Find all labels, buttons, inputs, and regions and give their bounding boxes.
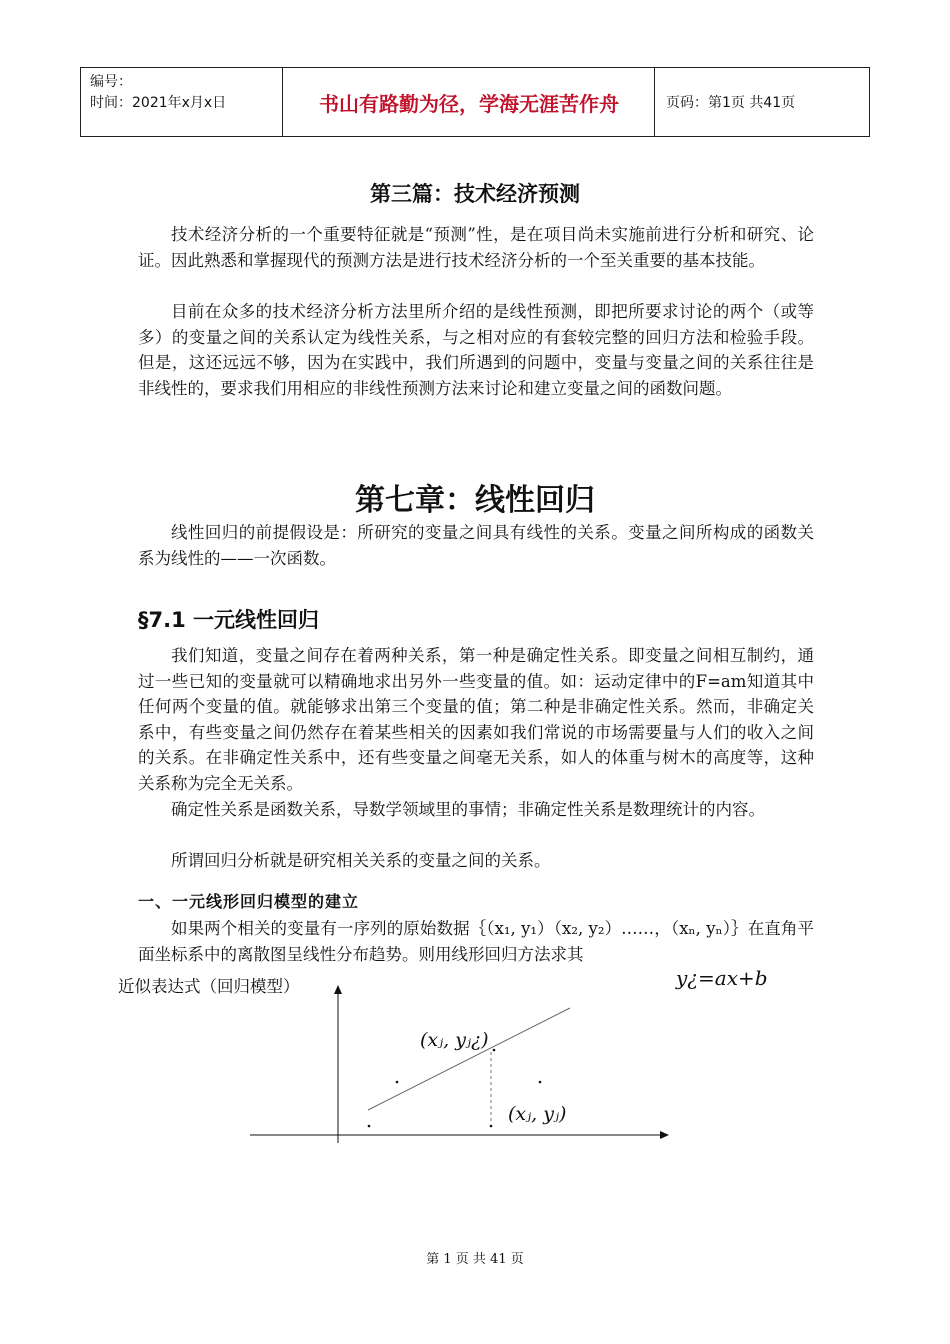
chapter-paragraph: 线性回归的前提假设是：所研究的变量之间具有线性的关系。变量之间所构成的函数关系为线性的——一次函数。	[138, 523, 814, 568]
subsection-paragraph-cont: 近似表达式（回归模型）	[118, 977, 300, 996]
data-point	[396, 1081, 399, 1084]
data-point	[490, 1125, 493, 1128]
section-paragraph-1: 我们知道，变量之间存在着两种关系，第一种是确定性关系。即变量之间相互制约，通过一些已知的变量就可以精确地求出另外一些变量的值。如：运动定律中的F=am知道其中任何两个变量的值。就能够求出第三个变量的值；第二种是非确定性关系。然而，非确定关系中，有些变量之间仍然存在着某些相关的因素如我们常说的市场需要量与人们的收入之间的关系。在非确定性关系中，还有些变量之间毫无关系，如人的体重与树木的高度等，这种关系称为完全无关系。	[138, 646, 814, 793]
doc-number-label: 编号：	[90, 74, 132, 90]
section-paragraph-3: 所谓回归分析就是研究相关关系的变量之间的关系。	[171, 851, 551, 870]
data-point	[368, 1125, 371, 1128]
doc-time-label: 时间：2021年x月x日	[90, 95, 227, 111]
section-paragraph-2: 确定性关系是函数关系，导数学领域里的事情；非确定性关系是数理统计的内容。	[171, 800, 765, 819]
subsection-title: 一、一元线形回归模型的建立	[138, 892, 360, 911]
page-footer: 第 1 页 共 41 页	[426, 1252, 524, 1267]
intro-paragraph-2: 目前在众多的技术经济分析方法里所介绍的是线性预测，即把所要求讨论的两个（或等多）的变量之间的关系认定为线性关系，与之相对应的有套较完整的回归方法和检验手段。但是，这还远远不够，因为在实践中，我们所遇到的问题中，变量与变量之间的关系往往是非线性的，要求我们用相应的非线性预测方法来讨论和建立变量之间的函数问题。	[138, 302, 814, 398]
data-point	[539, 1081, 542, 1084]
part-title: 第三篇：技术经济预测	[370, 182, 580, 206]
regression-line	[368, 1008, 570, 1110]
fitted-point-label: (xⱼ, yⱼ¿)	[420, 1029, 489, 1051]
data-point	[493, 1049, 496, 1052]
section-title: §7.1 一元线性回归	[138, 608, 320, 632]
header-page-info: 页码：第1页 共41页	[666, 95, 796, 111]
subsection-paragraph: 如果两个相关的变量有一序列的原始数据｛（x₁, y₁）（x₂, y₂）……，（xₙ, yₙ）｝在直角平面坐标系中的离散图呈线性分布趋势。则用线形回归方法求其	[138, 919, 814, 964]
chapter-title: 第七章：线性回归	[355, 483, 595, 518]
regression-formula: y¿=ax+b	[676, 966, 768, 990]
header-motto: 书山有路勤为径，学海无涯苦作舟	[319, 91, 619, 116]
intro-paragraph-1: 技术经济分析的一个重要特征就是“预测”性，是在项目尚未实施前进行分析和研究、论证。因此熟悉和掌握现代的预测方法是进行技术经济分析的一个至关重要的基本技能。	[138, 225, 814, 270]
actual-point-label: (xⱼ, yⱼ)	[508, 1103, 567, 1125]
